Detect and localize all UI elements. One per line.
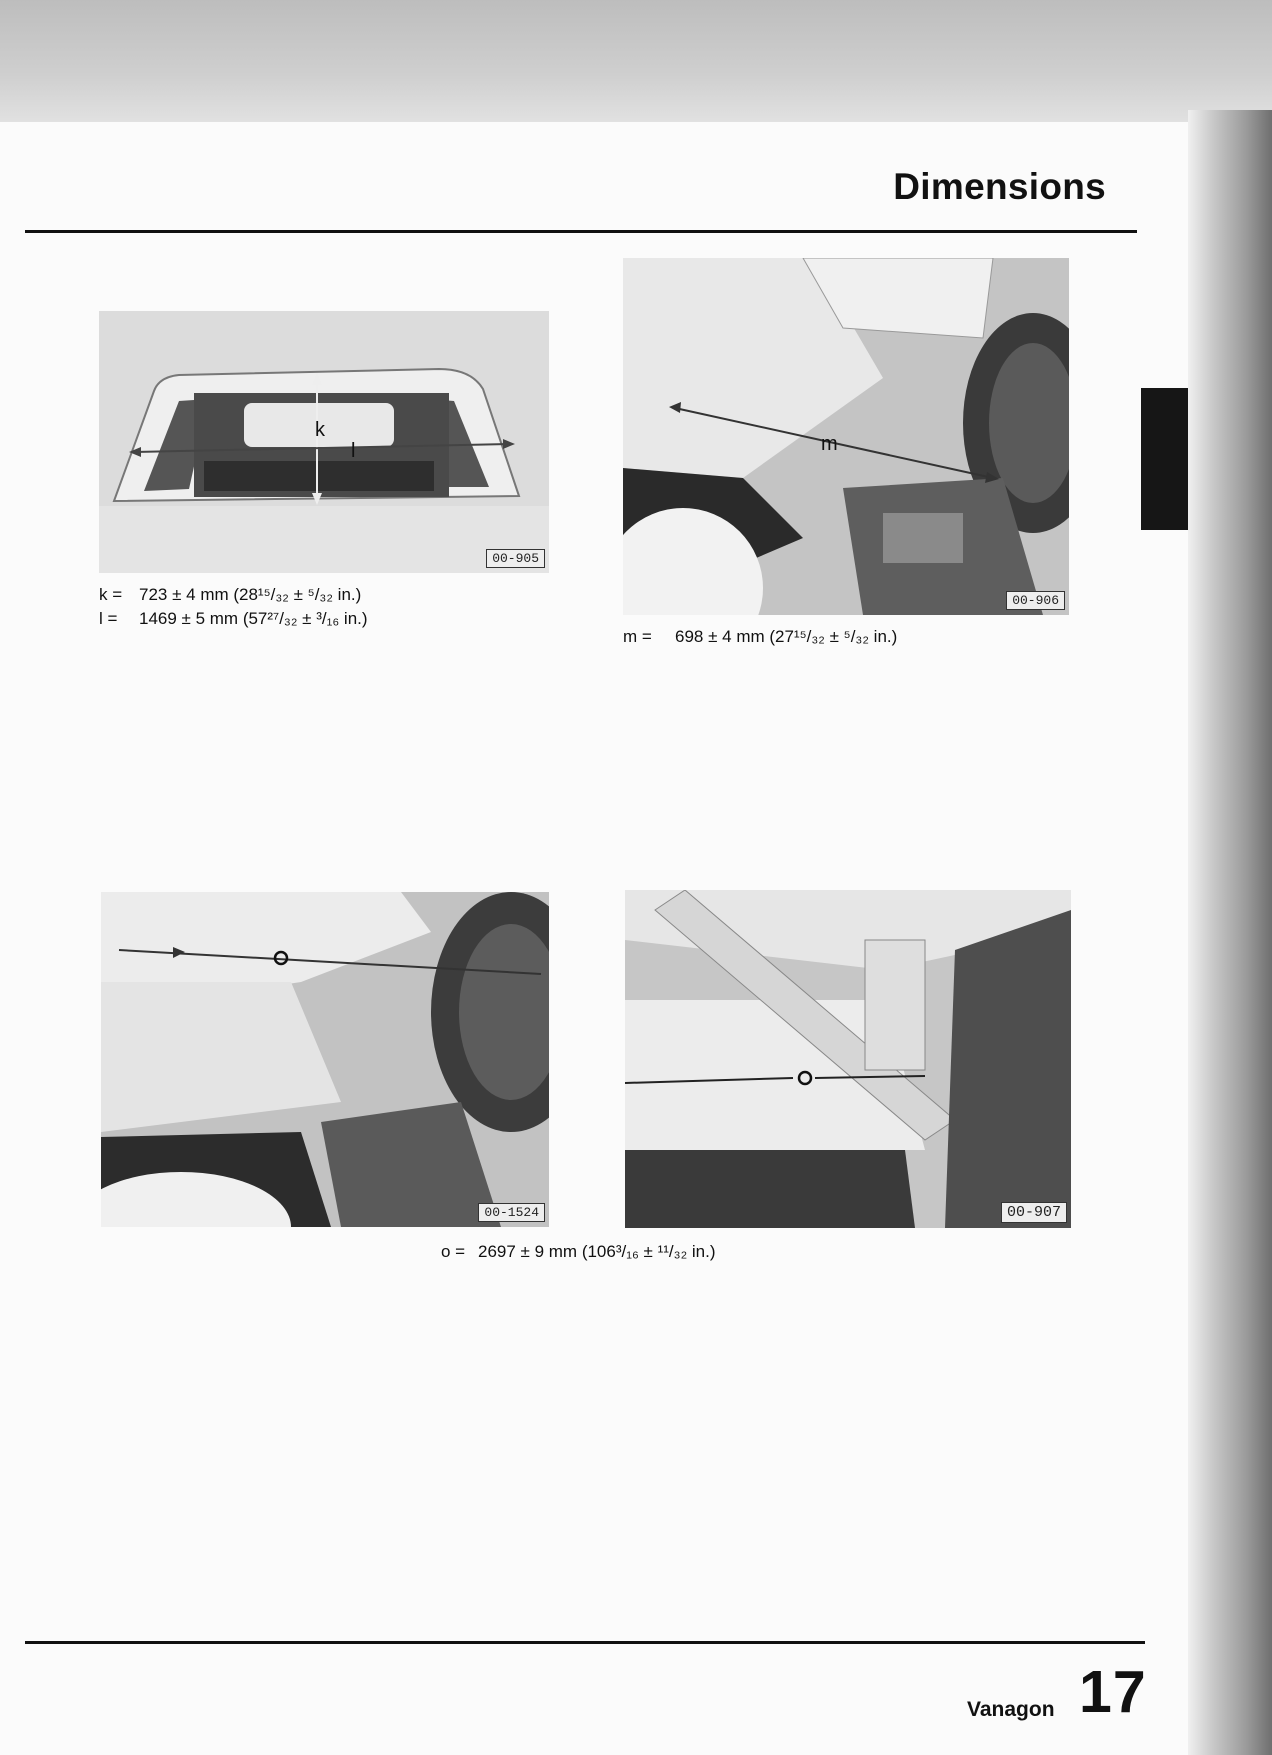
figure-number: 00-905 bbox=[486, 549, 545, 568]
scan-background-top bbox=[0, 0, 1272, 125]
scan-page-edge bbox=[1188, 110, 1272, 1755]
caption-l: l = 1469 ± 5 mm (57²⁷/₃₂ ± ³/₁₆ in.) bbox=[99, 609, 368, 628]
figure-number: 00-906 bbox=[1006, 591, 1065, 610]
rear-window-illustration bbox=[99, 311, 549, 573]
page-number: 17 bbox=[1079, 1659, 1147, 1725]
underbody-o-left-illustration bbox=[101, 892, 549, 1227]
page-title: Dimensions bbox=[893, 166, 1106, 207]
figure-number: 00-1524 bbox=[478, 1203, 545, 1222]
caption-o: o = 2697 ± 9 mm (106³/₁₆ ± ¹¹/₃₂ in.) bbox=[441, 1242, 716, 1261]
header-rule bbox=[25, 230, 1137, 233]
figure-number: 00-907 bbox=[1001, 1202, 1067, 1223]
caption-m: m = 698 ± 4 mm (27¹⁵/₃₂ ± ⁵/₃₂ in.) bbox=[623, 627, 898, 646]
figure-underbody-m bbox=[623, 258, 1069, 615]
figure-rear-window bbox=[99, 311, 549, 573]
svg-text:k: k bbox=[315, 419, 325, 441]
footer-rule bbox=[25, 1641, 1145, 1644]
figure-underbody-o-left bbox=[101, 892, 549, 1227]
underbody-m-illustration bbox=[623, 258, 1069, 615]
svg-text:m: m bbox=[821, 433, 838, 455]
underbody-o-right-illustration bbox=[625, 890, 1071, 1228]
caption-k: k = 723 ± 4 mm (28¹⁵/₃₂ ± ⁵/₃₂ in.) bbox=[99, 585, 362, 604]
svg-text:l: l bbox=[351, 440, 356, 462]
manual-page bbox=[0, 122, 1188, 1755]
section-tab-marker bbox=[1141, 388, 1188, 530]
figure-underbody-o-right bbox=[625, 890, 1071, 1228]
footer-brand: Vanagon bbox=[967, 1698, 1055, 1721]
